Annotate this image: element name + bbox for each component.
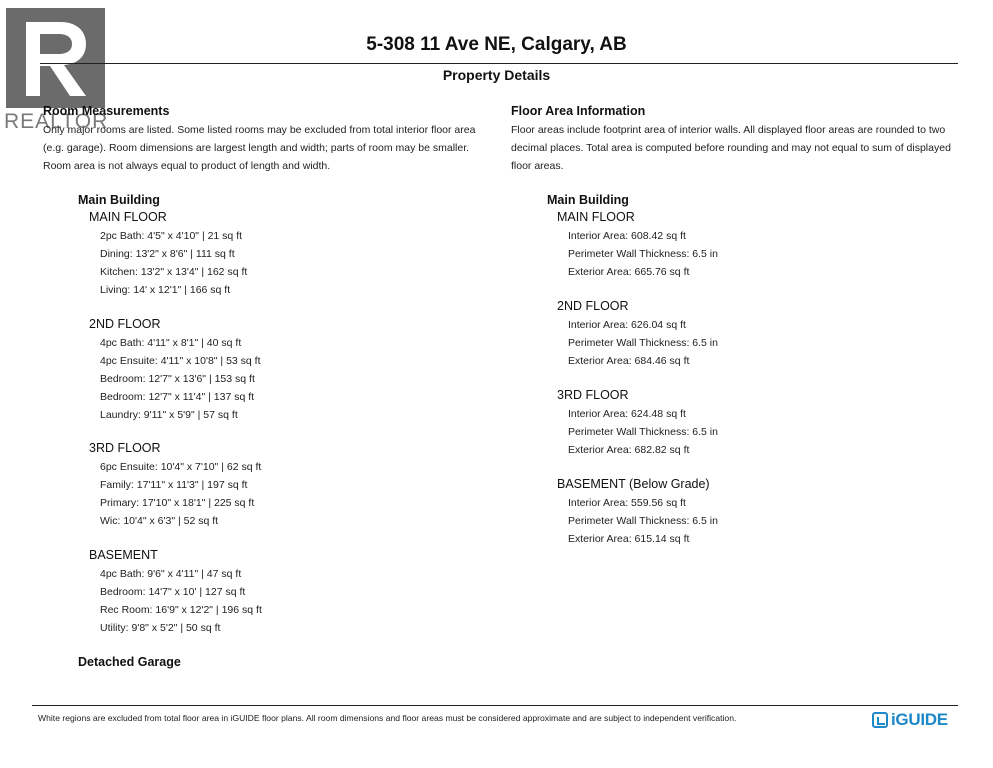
building-heading: Main Building: [547, 193, 629, 207]
room-item: Bedroom: 14'7" x 10' | 127 sq ft: [100, 586, 246, 598]
room-item: Primary: 17'10" x 18'1" | 225 sq ft: [100, 497, 255, 509]
floor-area-description: [511, 121, 951, 175]
building-heading: Main Building: [78, 193, 160, 207]
page-subtitle: Property Details: [442, 67, 551, 83]
description-line: (e.g. garage). Room dimensions are largest length and width; parts of room may be smaller.: [43, 142, 470, 154]
iguide-mark-icon: [872, 712, 888, 728]
floor-heading: 2ND FLOOR: [89, 317, 161, 331]
area-item: Interior Area: 608.42 sq ft: [568, 230, 686, 242]
room-measurements-title: Room Measurements: [43, 104, 170, 118]
watermark-text: REALTOR: [4, 110, 109, 133]
room-item: 6pc Ensuite: 10'4" x 7'10" | 62 sq ft: [100, 461, 262, 473]
floor-heading: BASEMENT (Below Grade): [557, 477, 710, 491]
area-item: Exterior Area: 682.82 sq ft: [568, 444, 690, 456]
area-item: Perimeter Wall Thickness: 6.5 in: [568, 515, 718, 527]
area-item: Interior Area: 626.04 sq ft: [568, 319, 686, 331]
iguide-brand-text: iGUIDE: [891, 710, 948, 729]
building-heading: Detached Garage: [78, 655, 181, 669]
floor-heading: 3RD FLOOR: [89, 441, 161, 455]
realtor-logo-icon: [6, 8, 105, 108]
room-item: Bedroom: 12'7" x 11'4" | 137 sq ft: [100, 391, 255, 403]
room-item: Bedroom: 12'7" x 13'6" | 153 sq ft: [100, 373, 255, 385]
title-divider: [40, 63, 958, 64]
area-item: Exterior Area: 684.46 sq ft: [568, 355, 690, 367]
area-item: Interior Area: 624.48 sq ft: [568, 408, 686, 420]
area-item: Interior Area: 559.56 sq ft: [568, 497, 686, 509]
room-item: Laundry: 9'11" x 5'9" | 57 sq ft: [100, 409, 238, 421]
floor-heading: BASEMENT: [89, 548, 158, 562]
floor-heading: 2ND FLOOR: [557, 299, 629, 313]
room-item: 4pc Bath: 4'11" x 8'1" | 40 sq ft: [100, 337, 242, 349]
room-item: Kitchen: 13'2" x 13'4" | 162 sq ft: [100, 266, 248, 278]
floor-heading: MAIN FLOOR: [89, 210, 167, 224]
footer-disclaimer: White regions are excluded from total floor area in iGUIDE floor plans. All room dimensions and floor areas must be considered approximate and are subject to independent verification.: [38, 713, 737, 723]
area-item: Perimeter Wall Thickness: 6.5 in: [568, 337, 718, 349]
room-item: Dining: 13'2" x 8'6" | 111 sq ft: [100, 248, 235, 260]
floor-area-title: Floor Area Information: [511, 104, 646, 118]
page-title: 5-308 11 Ave NE, Calgary, AB: [366, 34, 627, 55]
room-item: 4pc Bath: 9'6" x 4'11" | 47 sq ft: [100, 568, 242, 580]
room-item: Utility: 9'8" x 5'2" | 50 sq ft: [100, 622, 221, 634]
room-item: Living: 14' x 12'1" | 166 sq ft: [100, 284, 231, 296]
area-item: Perimeter Wall Thickness: 6.5 in: [568, 426, 718, 438]
room-item: Wic: 10'4" x 6'3" | 52 sq ft: [100, 515, 219, 527]
room-item: 2pc Bath: 4'5" x 4'10" | 21 sq ft: [100, 230, 243, 242]
room-item: Family: 17'11" x 11'3" | 197 sq ft: [100, 479, 248, 491]
description-line: floor areas.: [511, 160, 564, 172]
room-item: 4pc Ensuite: 4'11" x 10'8" | 53 sq ft: [100, 355, 261, 367]
floor-heading: MAIN FLOOR: [557, 210, 635, 224]
area-item: Exterior Area: 615.14 sq ft: [568, 533, 690, 545]
description-line: Floor areas include footprint area of interior walls. All displayed floor areas are rounded to two: [511, 124, 946, 136]
footer-divider: [32, 705, 958, 706]
area-item: Perimeter Wall Thickness: 6.5 in: [568, 248, 718, 260]
area-item: Exterior Area: 665.76 sq ft: [568, 266, 690, 278]
iguide-logo: [872, 709, 948, 731]
floor-heading: 3RD FLOOR: [557, 388, 629, 402]
description-line: Room area is not always equal to product of length and width.: [43, 160, 331, 172]
description-line: decimal places. Total area is computed before rounding and may not equal to sum of displayed: [511, 142, 951, 154]
description-line: Only major rooms are listed. Some listed rooms may be excluded from total interior floor area: [43, 124, 476, 136]
room-item: Rec Room: 16'9" x 12'2" | 196 sq ft: [100, 604, 262, 616]
room-measurements-description: [43, 121, 475, 175]
